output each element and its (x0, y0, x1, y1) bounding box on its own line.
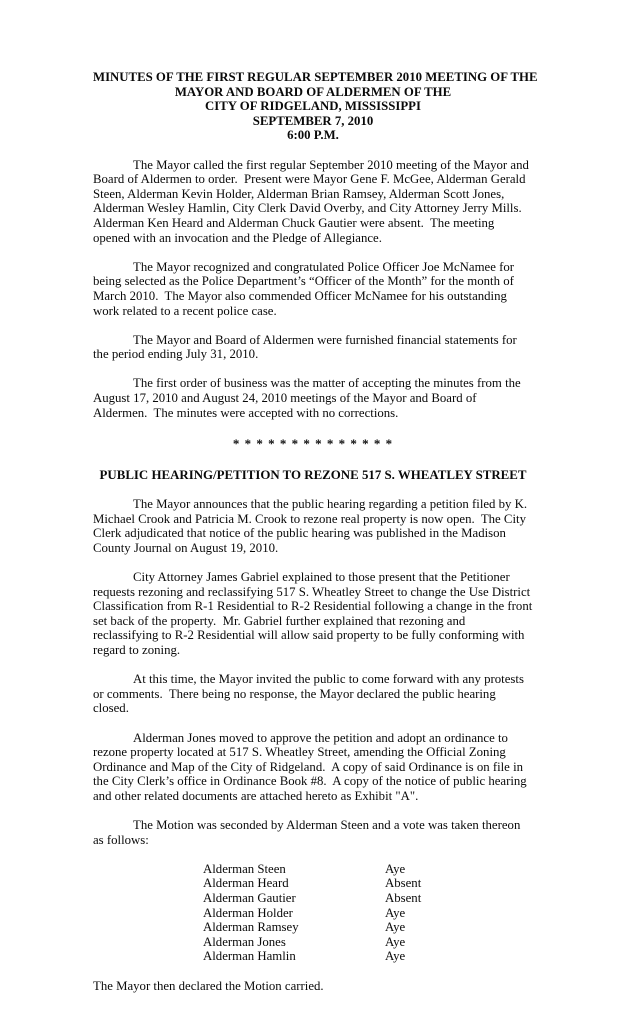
section-separator: * * * * * * * * * * * * * * (232, 436, 394, 452)
vote-table (203, 862, 533, 964)
vote-result: Aye (385, 920, 406, 935)
title-line-3: CITY OF RIDGELAND, MISSISSIPPI (205, 99, 421, 114)
title-line-5: 6:00 P.M. (287, 128, 339, 143)
paragraph-hearing-open: The Mayor announces that the public hearing regarding a petition filed by K. Michael Crook and Patricia M. Crook to rezone real property is now open. The City Clerk adjudicated that notice of the public hearing was published in the Madison County Journal on August 19, 2010. (93, 497, 531, 555)
closing-statement: The Mayor then declared the Motion carried. (93, 978, 324, 993)
vote-alderman-name: Alderman Jones (203, 934, 286, 949)
vote-row (203, 876, 533, 891)
vote-alderman-name: Alderman Ramsey (203, 920, 299, 935)
vote-row (203, 862, 533, 877)
vote-row (203, 920, 533, 935)
vote-result: Aye (385, 934, 406, 949)
paragraph-motion-to-approve: Alderman Jones moved to approve the petition and adopt an ordinance to rezone property located at 517 S. Wheatley Street, amending the Official Zoning Ordinance and Map of the City of Ridgeland. A copy of said Ordinance is on file in the City Clerk’s office in Ordinance Book #8. A copy of the notice of public hearing and other related documents are attached hereto as Exhibit "A". (93, 730, 530, 803)
paragraph-financial-statements: The Mayor and Board of Aldermen were furnished financial statements for the period ending July 31, 2010. (93, 332, 520, 362)
title-line-4: SEPTEMBER 7, 2010 (252, 113, 374, 128)
document-title (93, 70, 538, 143)
paragraph-attorney-explanation: City Attorney James Gabriel explained to those present that the Petitioner requests rezoning and reclassifying 517 S. Wheatley Street to change the Use District Classification from R-1 Residential to R-2 Residential following a change in the front set back of the property. Mr. Gabriel further explained that rezoning and reclassifying to R-2 Residential will allow said property to be fully conforming with regard to zoning. (93, 570, 536, 657)
document-content (93, 70, 538, 993)
paragraph-motion-seconded: The Motion was seconded by Alderman Steen and a vote was taken thereon as follows: (93, 818, 524, 847)
vote-alderman-name: Alderman Hamlin (203, 949, 296, 964)
vote-row (203, 891, 533, 906)
paragraph-minutes-acceptance: The first order of business was the matter of accepting the minutes from the August 17, 2010 and August 24, 2010 meetings of the Mayor and Board of Aldermen. The minutes were accepted with no corrections. (93, 376, 524, 420)
vote-result: Absent (385, 876, 422, 891)
title-line-2: MAYOR AND BOARD OF ALDERMEN OF THE (174, 84, 452, 99)
paragraph-call-to-order: The Mayor called the first regular September 2010 meeting of the Mayor and Board of Aldermen to order. Present were Mayor Gene F. McGee, Alderman Gerald Steen, Alderman Kevin Holder, Alderman Brian Ramsey, Alderman Scott Jones, Alderman Wesley Hamlin, City Clerk David Overby, and City Attorney Jerry Mills. Alderman Ken Heard and Alderman Chuck Gautier were absent. The meeting opened with an invocation and the Pledge of Allegiance. (93, 157, 533, 245)
vote-row (203, 949, 533, 964)
vote-row (203, 906, 533, 921)
vote-result: Aye (385, 861, 406, 876)
vote-alderman-name: Alderman Steen (203, 861, 286, 876)
paragraph-public-comments: At this time, the Mayor invited the public to come forward with any protests or comments. There being no response, the Mayor declared the public hearing closed. (93, 672, 528, 716)
section-heading-public-hearing: PUBLIC HEARING/PETITION TO REZONE 517 S. WHEATLEY STREET (99, 467, 527, 482)
vote-alderman-name: Alderman Gautier (203, 891, 296, 906)
vote-alderman-name: Alderman Heard (203, 876, 289, 891)
vote-result: Aye (385, 905, 406, 920)
vote-result: Absent (385, 891, 422, 906)
vote-result: Aye (385, 949, 406, 964)
vote-alderman-name: Alderman Holder (203, 905, 293, 920)
paragraph-officer-recognition: The Mayor recognized and congratulated Police Officer Joe McNamee for being selected as the Police Department’s “Officer of the Month” for the month of March 2010. The Mayor also commended Officer McNamee for his outstanding work related to a recent police case. (93, 259, 518, 318)
title-line-1: MINUTES OF THE FIRST REGULAR SEPTEMBER 2010 MEETING OF THE (93, 70, 538, 84)
vote-row (203, 935, 533, 950)
